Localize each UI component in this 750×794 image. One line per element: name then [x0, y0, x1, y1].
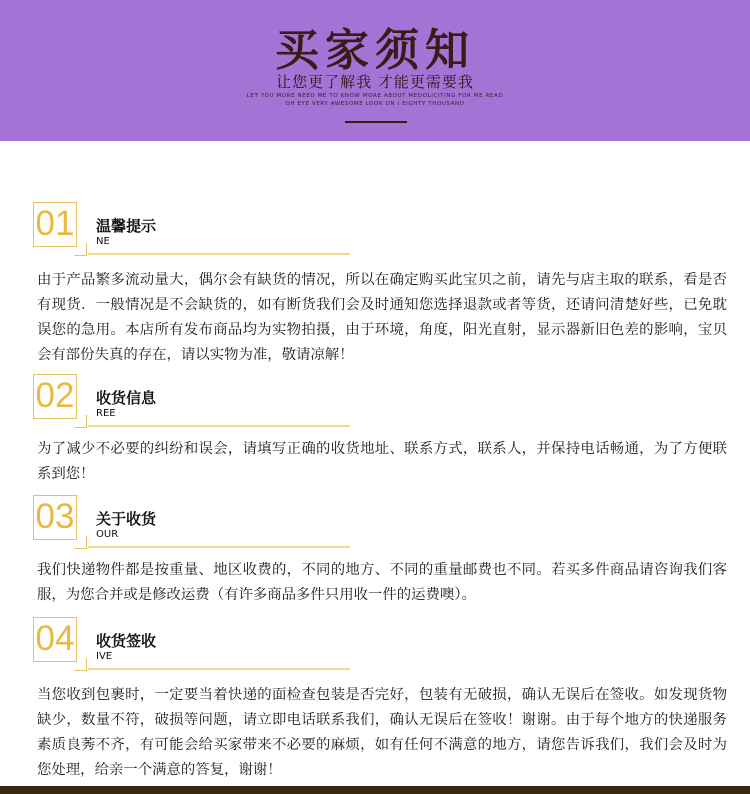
- section-body-02: 为了减少不必要的纠纷和误会，请填写正确的收货地址、联系方式，联系人，并保持电话畅通，为了方便联系到您！: [37, 441, 727, 482]
- section-body-03: 我们快递物件都是按重量、地区收费的，不同的地方、不同的重量邮费也不同。若买多件商品请咨询我们客服，为您合并或是修改运费（有许多商品多件只用收一件的运费噢）。: [37, 562, 727, 603]
- section-body-04: 当您收到包裹时，一定要当着快递的面检查包装是否完好，包装有无破损，确认无误后在签收。如发现货物缺少，数量不符，破损等问题，请立即电话联系我们，确认无误后在签收！谢谢。由于每个地方的快递服务素质良莠不齐，有可能会给买家带来不必要的麻烦，如有任何不满意的地方，请您告诉我们，我们会及时为您处理，给亲一个满意的答复，谢谢！: [37, 687, 727, 778]
- section-en-label: REE: [96, 408, 116, 419]
- section-header-01: [33, 202, 350, 258]
- section-en-label: NE: [96, 236, 110, 247]
- header-divider: [345, 121, 407, 123]
- section-underline: [88, 546, 350, 548]
- section-title: 收货信息: [96, 389, 157, 407]
- section-number-badge: 03: [33, 495, 77, 540]
- section-number-badge: 01: [33, 202, 77, 247]
- page-subtitle: 让您更了解我 才能更需要我: [276, 73, 474, 91]
- section-underline: [88, 253, 350, 255]
- section-title: 关于收货: [96, 510, 157, 528]
- section-header-04: [33, 617, 350, 673]
- english-tagline-2: OH EYE VERY AWESOME LOOK ON I EIGHTY THOUSAND: [285, 101, 465, 107]
- section-en-label: IVE: [96, 651, 113, 662]
- english-tagline-1: LET YOU MORE NEED ME TO KNOW MORE ABOUT MEDOLICITING FOR ME READ: [246, 93, 504, 99]
- section-header-02: [33, 374, 350, 430]
- section-title: 收货签收: [96, 632, 157, 650]
- section-number-badge: 04: [33, 617, 77, 662]
- section-number-badge: 02: [33, 374, 77, 419]
- section-en-label: OUR: [96, 529, 119, 540]
- section-body-01: 由于产品繁多流动量大，偶尔会有缺货的情况，所以在确定购买此宝贝之前，请先与店主取的联系，看是否有现货．一般情况是不会缺货的，如有断货我们会及时通知您选择退款或者等货，还请问清楚好些，已免耽误您的急用。本店所有发布商品均为实物拍摄，由于环境，角度，阳光直射，显示器新旧色差的影响，宝贝会有部份失真的存在，请以实物为准，敬请凉解！: [37, 272, 727, 363]
- section-underline: [88, 668, 350, 670]
- section-header-03: [33, 495, 350, 551]
- header-banner: [0, 0, 750, 141]
- bottom-edge-strip: [0, 786, 750, 794]
- page-title: 买家须知: [275, 25, 475, 76]
- section-title: 温馨提示: [96, 217, 157, 235]
- section-underline: [88, 425, 350, 427]
